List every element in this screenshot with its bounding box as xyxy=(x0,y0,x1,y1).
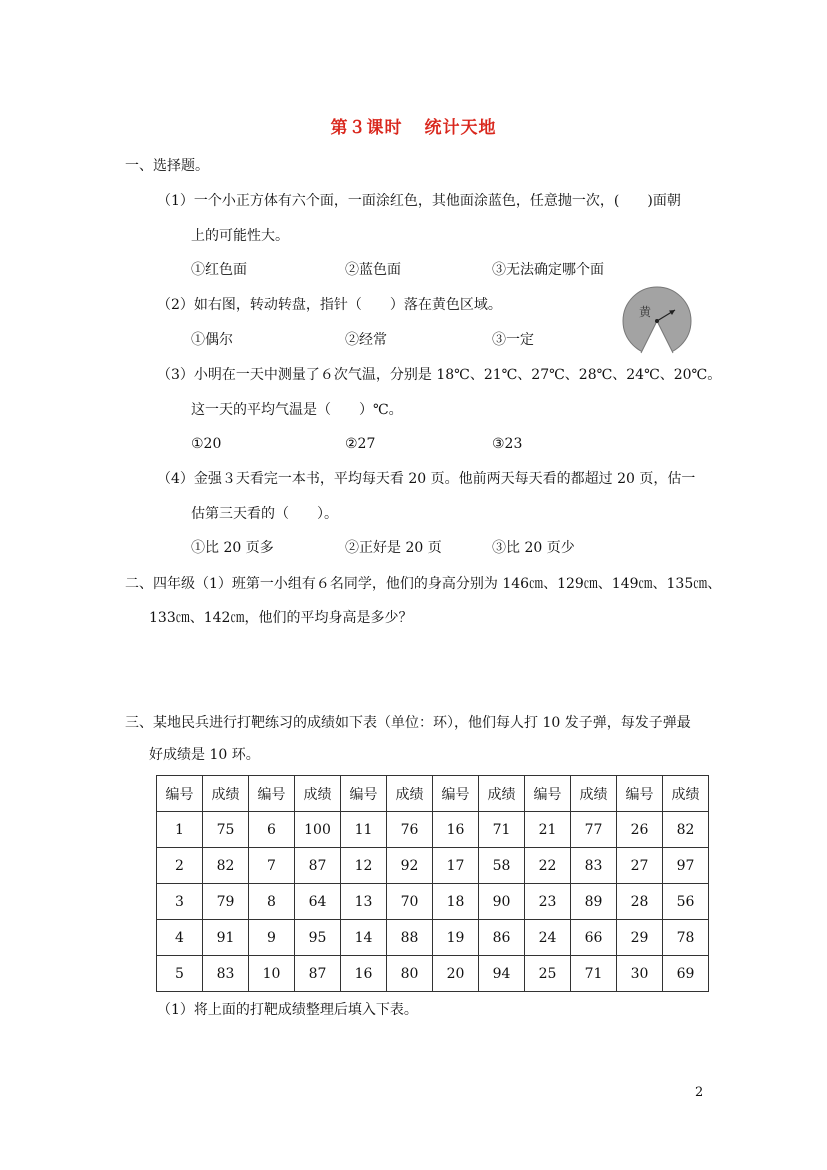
id-cell: 24 xyxy=(525,920,571,956)
id-cell: 8 xyxy=(249,884,295,920)
table-row xyxy=(157,956,709,992)
q1-option-2: ②蓝色面 xyxy=(345,262,401,278)
id-cell: 27 xyxy=(617,848,663,884)
score-cell: 79 xyxy=(203,884,249,920)
scores-table xyxy=(156,775,709,992)
id-cell: 29 xyxy=(617,920,663,956)
score-cell: 成绩 xyxy=(203,776,249,812)
q3-line1: （3）小明在一天中测量了６次气温，分别是 18℃、21℃、27℃、28℃、24℃、20℃。 xyxy=(157,367,722,383)
spinner-figure xyxy=(622,286,692,356)
section3-line2: 好成绩是 10 环。 xyxy=(149,747,260,763)
id-cell: 30 xyxy=(617,956,663,992)
score-cell: 成绩 xyxy=(387,776,433,812)
q4-option-1: ①比 20 页多 xyxy=(191,540,274,556)
id-cell: 20 xyxy=(433,956,479,992)
section2-line1: 二、四年级（1）班第一小组有６名同学，他们的身高分别为 146㎝、129㎝、149㎝、135㎝、 xyxy=(125,576,722,592)
score-cell: 成绩 xyxy=(663,776,709,812)
id-cell: 6 xyxy=(249,812,295,848)
score-cell: 89 xyxy=(571,884,617,920)
score-cell: 64 xyxy=(295,884,341,920)
score-cell: 58 xyxy=(479,848,525,884)
score-cell: 66 xyxy=(571,920,617,956)
score-cell: 100 xyxy=(295,812,341,848)
score-cell: 87 xyxy=(295,848,341,884)
score-cell: 56 xyxy=(663,884,709,920)
page-number: 2 xyxy=(695,1085,704,1100)
q2-option-2: ②经常 xyxy=(345,332,387,348)
id-cell: 10 xyxy=(249,956,295,992)
id-cell: 25 xyxy=(525,956,571,992)
id-cell: 13 xyxy=(341,884,387,920)
id-cell: 编号 xyxy=(433,776,479,812)
section2-line2: 133㎝、142㎝，他们的平均身高是多少？ xyxy=(149,610,413,626)
score-cell: 71 xyxy=(479,812,525,848)
id-cell: 21 xyxy=(525,812,571,848)
score-cell: 91 xyxy=(203,920,249,956)
id-cell: 2 xyxy=(157,848,203,884)
q3-option-1: ①20 xyxy=(191,436,222,452)
score-cell: 88 xyxy=(387,920,433,956)
score-cell: 77 xyxy=(571,812,617,848)
q1-option-1: ①红色面 xyxy=(191,262,247,278)
score-cell: 83 xyxy=(203,956,249,992)
score-cell: 成绩 xyxy=(571,776,617,812)
id-cell: 3 xyxy=(157,884,203,920)
id-cell: 16 xyxy=(341,956,387,992)
q3-line2: 这一天的平均气温是（ ）℃。 xyxy=(191,402,403,418)
id-cell: 4 xyxy=(157,920,203,956)
id-cell: 19 xyxy=(433,920,479,956)
score-cell: 80 xyxy=(387,956,433,992)
id-cell: 12 xyxy=(341,848,387,884)
lesson-number: 第３课时 xyxy=(330,118,403,138)
spinner-label: 黄 xyxy=(639,305,652,319)
lesson-name: 统计天地 xyxy=(424,118,497,138)
score-cell: 94 xyxy=(479,956,525,992)
score-cell: 75 xyxy=(203,812,249,848)
score-cell: 95 xyxy=(295,920,341,956)
q4-line1: （4）金强３天看完一本书，平均每天看 20 页。他前两天每天看的都超过 20 页，估一 xyxy=(157,471,696,487)
id-cell: 编号 xyxy=(617,776,663,812)
id-cell: 17 xyxy=(433,848,479,884)
table-row xyxy=(157,884,709,920)
q4-option-2: ②正好是 20 页 xyxy=(345,540,442,556)
table-header-row xyxy=(157,776,709,812)
id-cell: 7 xyxy=(249,848,295,884)
score-cell: 成绩 xyxy=(295,776,341,812)
score-cell: 71 xyxy=(571,956,617,992)
score-cell: 76 xyxy=(387,812,433,848)
id-cell: 18 xyxy=(433,884,479,920)
score-cell: 成绩 xyxy=(479,776,525,812)
q1-line2: 上的可能性大。 xyxy=(191,228,289,244)
score-cell: 87 xyxy=(295,956,341,992)
id-cell: 28 xyxy=(617,884,663,920)
table-row xyxy=(157,920,709,956)
table-row xyxy=(157,848,709,884)
section1-heading: 一、选择题。 xyxy=(125,158,209,174)
q2-option-3: ③一定 xyxy=(492,332,534,348)
id-cell: 14 xyxy=(341,920,387,956)
id-cell: 9 xyxy=(249,920,295,956)
id-cell: 编号 xyxy=(525,776,571,812)
score-cell: 70 xyxy=(387,884,433,920)
q1-line1: （1）一个小正方体有六个面，一面涂红色，其他面涂蓝色，任意抛一次，( )面朝 xyxy=(157,193,681,209)
id-cell: 16 xyxy=(433,812,479,848)
id-cell: 11 xyxy=(341,812,387,848)
id-cell: 26 xyxy=(617,812,663,848)
score-cell: 78 xyxy=(663,920,709,956)
section3-sub1: （1）将上面的打靶成绩整理后填入下表。 xyxy=(157,1002,418,1018)
q4-option-3: ③比 20 页少 xyxy=(492,540,575,556)
score-cell: 90 xyxy=(479,884,525,920)
id-cell: 编号 xyxy=(249,776,295,812)
q2-option-1: ①偶尔 xyxy=(191,332,233,348)
id-cell: 22 xyxy=(525,848,571,884)
score-cell: 69 xyxy=(663,956,709,992)
score-cell: 83 xyxy=(571,848,617,884)
id-cell: 1 xyxy=(157,812,203,848)
q4-line2: 估第三天看的（ ）。 xyxy=(191,506,338,522)
spinner-pivot xyxy=(655,319,659,323)
lesson-title xyxy=(0,113,827,138)
score-cell: 82 xyxy=(663,812,709,848)
score-cell: 97 xyxy=(663,848,709,884)
score-cell: 92 xyxy=(387,848,433,884)
q3-option-2: ②27 xyxy=(345,436,376,452)
id-cell: 23 xyxy=(525,884,571,920)
table-row xyxy=(157,812,709,848)
score-cell: 86 xyxy=(479,920,525,956)
score-cell: 82 xyxy=(203,848,249,884)
q1-option-3: ③无法确定哪个面 xyxy=(492,262,604,278)
id-cell: 编号 xyxy=(341,776,387,812)
id-cell: 编号 xyxy=(157,776,203,812)
id-cell: 5 xyxy=(157,956,203,992)
section3-line1: 三、某地民兵进行打靶练习的成绩如下表（单位：环），他们每人打 10 发子弹，每发子弹最 xyxy=(125,715,691,731)
q3-option-3: ③23 xyxy=(492,436,523,452)
q2-line1: （2）如右图，转动转盘，指针（ ）落在黄色区域。 xyxy=(157,297,502,313)
